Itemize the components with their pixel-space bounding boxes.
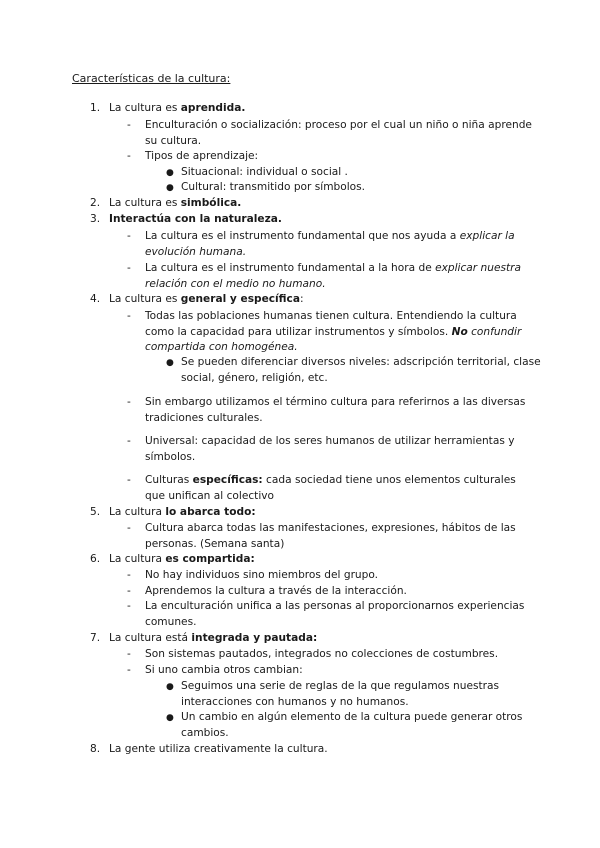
list-item-7: La cultura está integrada y pautada:: [109, 632, 318, 644]
bullet-icon: ●: [166, 358, 174, 368]
sub-item: Todas las poblaciones humanas tienen cultura. Entendiendo la cultura como la capacidad para utilizar instrumentos y símbolos. No confundir compartida con homogénea.: [145, 310, 522, 354]
dash-marker: -: [127, 119, 131, 131]
sub-item: Si uno cambia otros cambian:: [145, 664, 303, 676]
sub-item: Culturas específicas: cada sociedad tiene unos elementos culturales que unifican al colectivo: [145, 474, 516, 502]
list-number: 2.: [90, 197, 101, 209]
sub-item: Cultura abarca todas las manifestaciones, expresiones, hábitos de las personas. (Semana santa): [145, 522, 516, 550]
list-number: 5.: [90, 506, 101, 518]
list-item-8: La gente utiliza creativamente la cultura.: [109, 743, 328, 755]
dash-marker: -: [127, 230, 131, 242]
sub-item: La enculturación unifica a las personas al proporcionarnos experiencias comunes.: [145, 600, 525, 628]
sub-item: Tipos de aprendizaje:: [145, 150, 259, 162]
sub-item: Sin embargo utilizamos el término cultura para referirnos a las diversas tradiciones culturales.: [145, 396, 526, 424]
dash-marker: -: [127, 150, 131, 162]
list-item-1: La cultura es aprendida.: [109, 102, 246, 114]
list-number: 7.: [90, 632, 101, 644]
bullet-item: Situacional: individual o social .: [181, 166, 348, 178]
bullet-icon: ●: [166, 713, 174, 723]
bullet-item: Se pueden diferenciar diversos niveles: adscripción territorial, clase social, género, religión, etc.: [181, 356, 541, 384]
list-item-2: La cultura es simbólica.: [109, 197, 242, 209]
bullet-item: Seguimos una serie de reglas de la que regulamos nuestras interacciones con humanos y no humanos.: [181, 680, 500, 708]
dash-marker: -: [127, 569, 131, 581]
list-item-3: Interactúa con la naturaleza.: [109, 213, 282, 225]
list-number: 1.: [90, 102, 101, 114]
sub-item: Son sistemas pautados, integrados no colecciones de costumbres.: [145, 648, 499, 660]
list-item-4: La cultura es general y específica:: [109, 293, 304, 305]
list-number: 8.: [90, 743, 101, 755]
list-item-6: La cultura es compartida:: [109, 553, 255, 565]
bullet-item: Un cambio en algún elemento de la cultura puede generar otros cambios.: [181, 711, 523, 739]
sub-item: Aprendemos la cultura a través de la interacción.: [145, 585, 407, 597]
dash-marker: -: [127, 522, 131, 534]
list-item-5: La cultura lo abarca todo:: [109, 506, 256, 518]
dash-marker: -: [127, 435, 131, 447]
sub-item: Universal: capacidad de los seres humanos de utilizar herramientas y símbolos.: [145, 435, 515, 463]
bullet-icon: ●: [166, 168, 174, 178]
list-number: 6.: [90, 553, 101, 565]
dash-marker: -: [127, 474, 131, 486]
dash-marker: -: [127, 664, 131, 676]
sub-item: No hay individuos sino miembros del grupo.: [145, 569, 379, 581]
bullet-item: Cultural: transmitido por símbolos.: [181, 181, 366, 193]
dash-marker: -: [127, 262, 131, 274]
list-number: 3.: [90, 213, 101, 225]
bullet-icon: ●: [166, 183, 174, 193]
dash-marker: -: [127, 648, 131, 660]
list-number: 4.: [90, 293, 101, 305]
sub-item: La cultura es el instrumento fundamental que nos ayuda a explicar la evolución humana.: [145, 230, 515, 258]
dash-marker: -: [127, 396, 131, 408]
sub-item: La cultura es el instrumento fundamental a la hora de explicar nuestra relación con el medio no humano.: [145, 262, 521, 290]
bullet-icon: ●: [166, 682, 174, 692]
dash-marker: -: [127, 585, 131, 597]
page-title: Características de la cultura:: [72, 72, 231, 85]
dash-marker: -: [127, 310, 131, 322]
dash-marker: -: [127, 600, 131, 612]
sub-item: Enculturación o socialización: proceso por el cual un niño o niña aprende su cultura.: [145, 119, 532, 147]
